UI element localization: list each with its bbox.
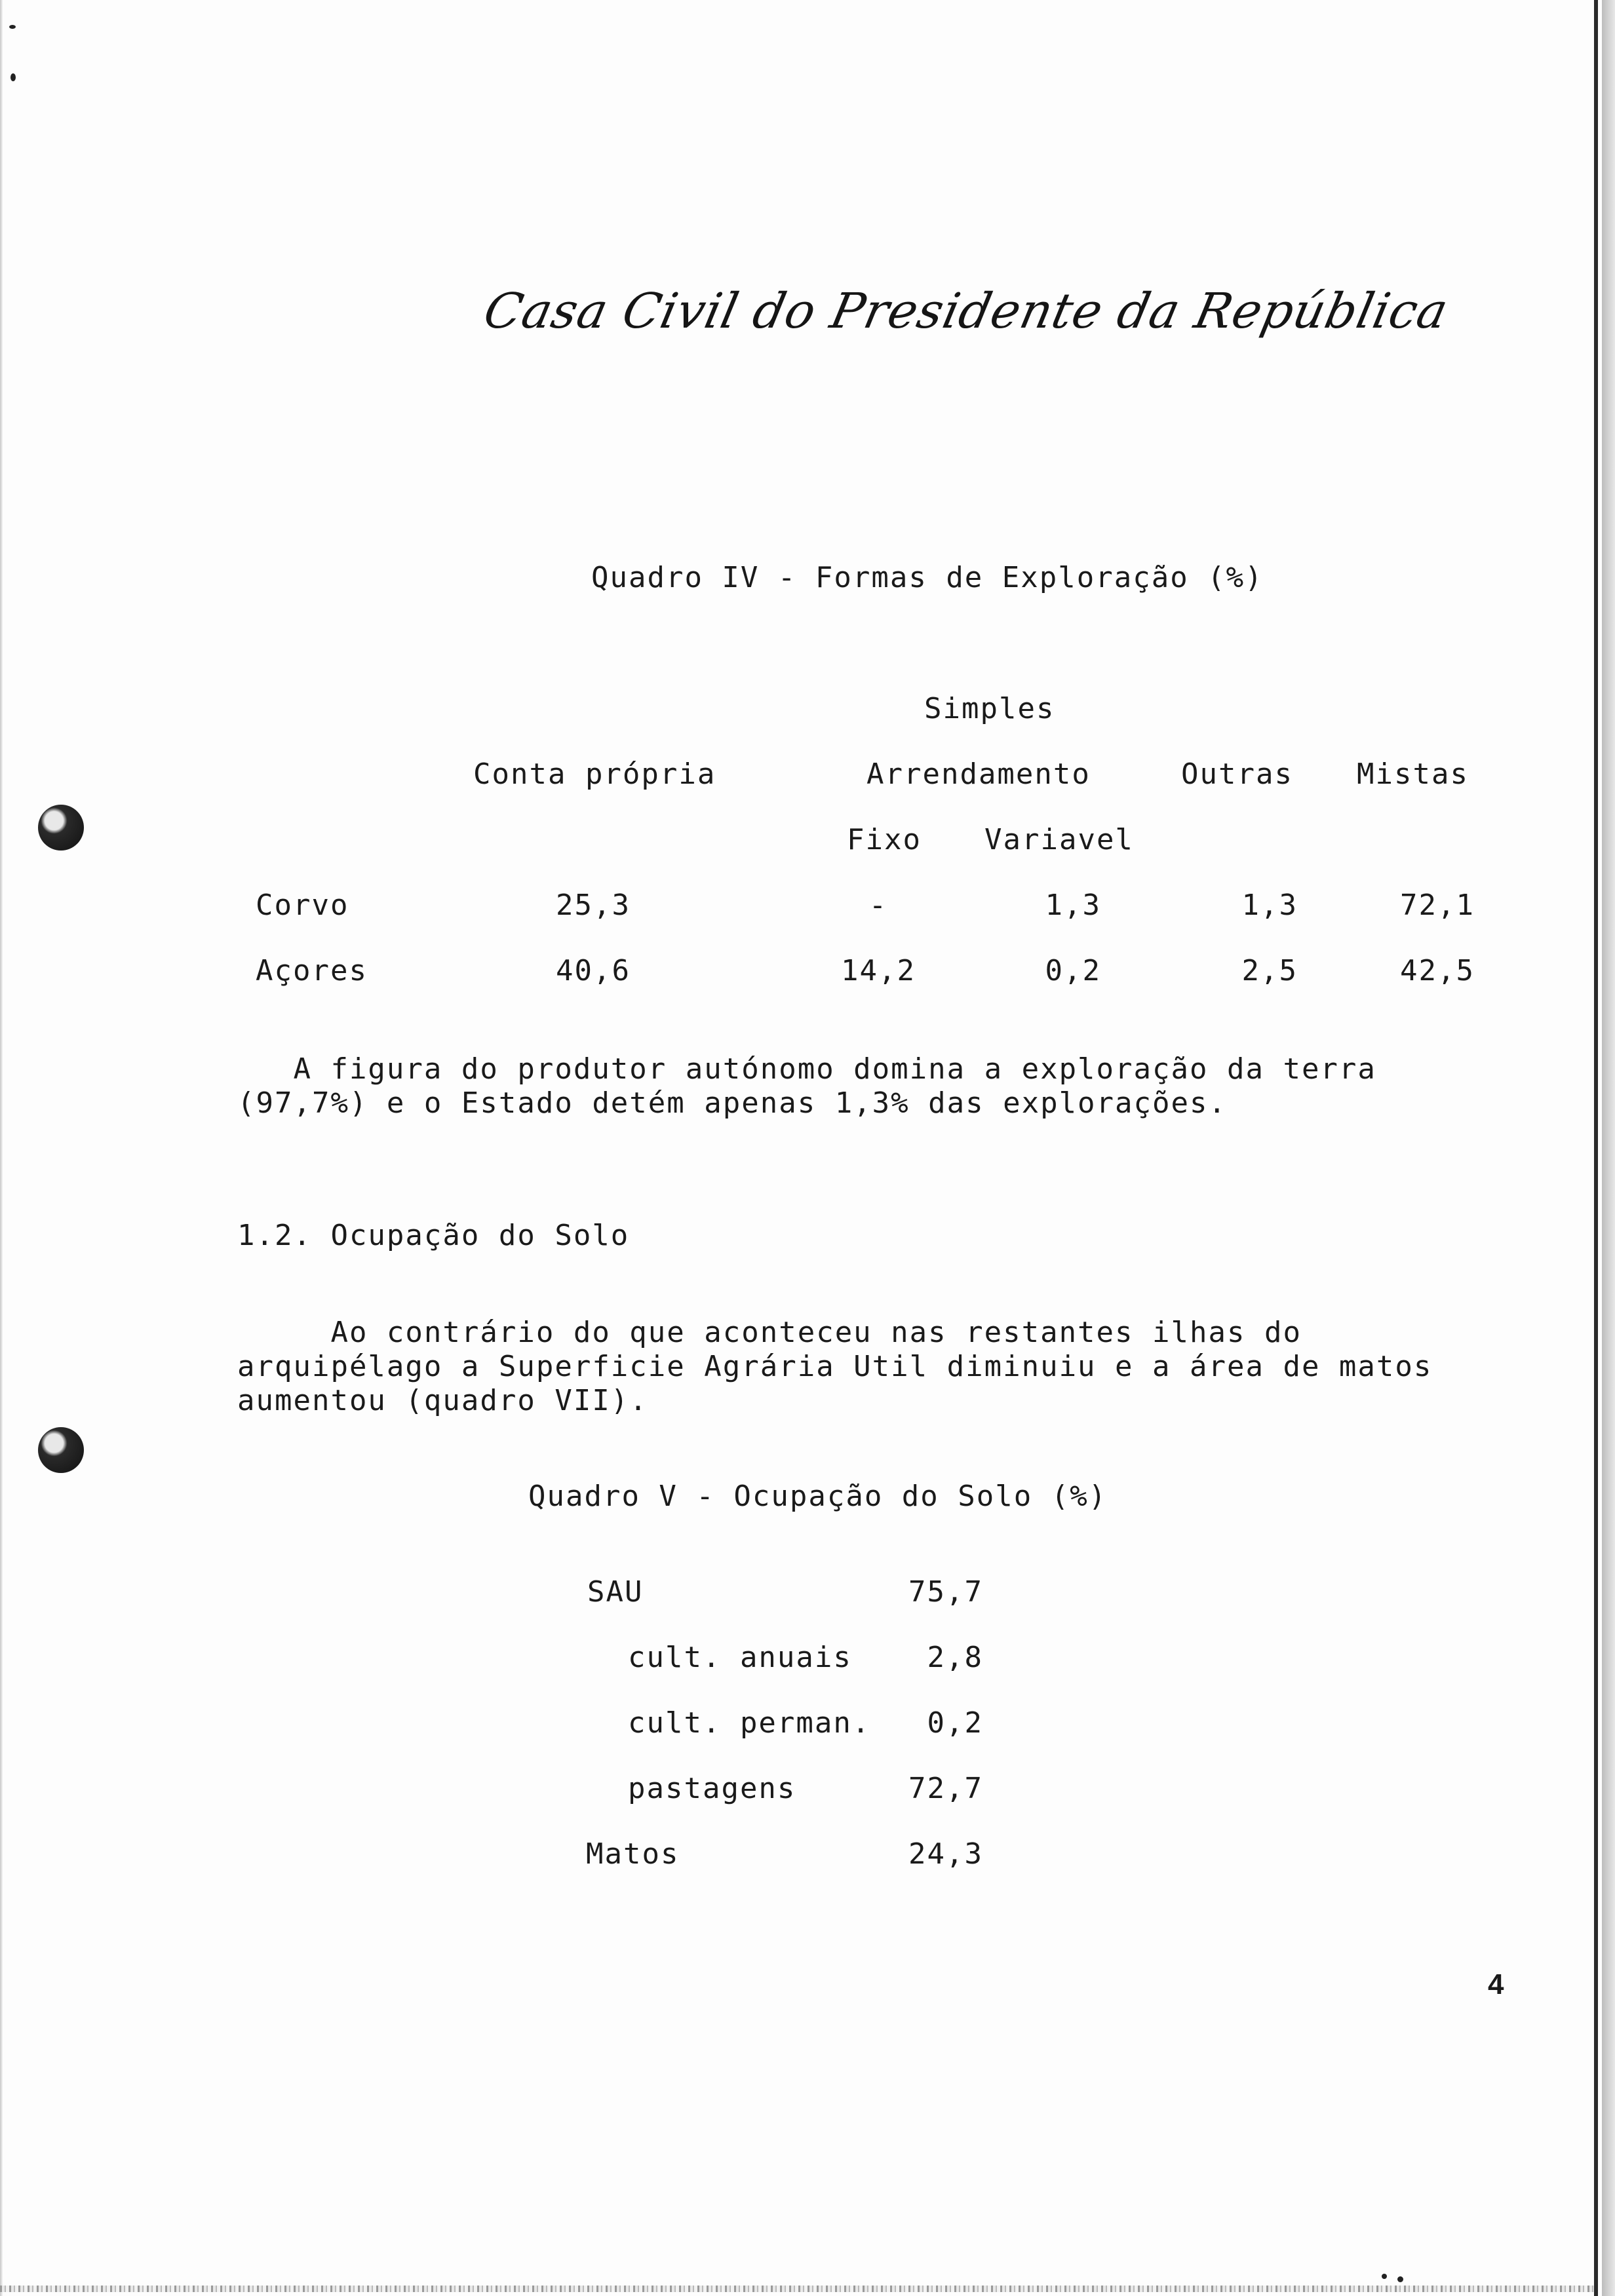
quadro-v-value-cult-perman: 0,2	[927, 1706, 983, 1740]
quadro-v-value-sau: 75,7	[908, 1575, 983, 1609]
column-header-outras: Outras	[1181, 757, 1293, 791]
quadro-iv-title: Quadro IV - Formas de Exploração (%)	[591, 561, 1264, 594]
scan-left-edge	[0, 0, 3, 2296]
paragraph-2-line-2: arquipélago a Superficie Agrária Util diminuiu e a área de matos	[237, 1350, 1433, 1383]
cell-acores-fixo: 14,2	[841, 954, 916, 987]
cell-corvo-fixo: -	[868, 889, 888, 922]
column-header-arrendamento: Arrendamento	[866, 757, 1091, 791]
quadro-iv-group-header: Simples	[924, 692, 1055, 725]
punch-hole-icon	[38, 805, 84, 851]
cell-corvo-mistas: 72,1	[1400, 889, 1475, 922]
paragraph-2-line-3: aumentou (quadro VII).	[237, 1384, 648, 1417]
cell-corvo-variavel: 1,3	[1045, 889, 1101, 922]
page-number: 4	[1488, 1968, 1504, 2000]
scan-mark	[9, 25, 16, 29]
paragraph-2-line-1: Ao contrário do que aconteceu nas restantes ilhas do	[237, 1316, 1302, 1349]
quadro-v-label-cult-perman: cult. perman.	[628, 1706, 871, 1740]
quadro-v-label-pastagens: pastagens	[628, 1772, 796, 1805]
section-heading: 1.2. Ocupação do Solo	[237, 1219, 630, 1252]
scan-right-margin	[1602, 0, 1615, 2296]
scan-mark	[10, 73, 16, 81]
quadro-v-label-cult-anuais: cult. anuais	[628, 1641, 852, 1674]
paragraph-1-line-1: A figura do produtor autónomo domina a exploração da terra	[237, 1052, 1376, 1086]
punch-hole-icon	[38, 1427, 84, 1473]
cell-corvo-outras: 1,3	[1241, 889, 1298, 922]
column-header-variavel: Variavel	[984, 823, 1134, 856]
quadro-v-value-pastagens: 72,7	[908, 1772, 983, 1805]
quadro-v-label-sau: SAU	[587, 1575, 644, 1609]
quadro-v-label-matos: Matos	[586, 1837, 680, 1871]
column-header-fixo: Fixo	[847, 823, 922, 856]
column-header-conta-propria: Conta própria	[473, 757, 716, 791]
cell-acores-mistas: 42,5	[1400, 954, 1475, 987]
scan-mark	[1397, 2276, 1403, 2282]
row-label-corvo: Corvo	[256, 889, 349, 922]
scan-bottom-edge	[0, 2286, 1594, 2292]
quadro-v-title: Quadro V - Ocupação do Solo (%)	[528, 1480, 1108, 1513]
column-header-mistas: Mistas	[1357, 757, 1469, 791]
cell-acores-conta-propria: 40,6	[556, 954, 631, 987]
quadro-v-value-matos: 24,3	[908, 1837, 983, 1871]
cell-corvo-conta-propria: 25,3	[556, 889, 631, 922]
row-label-acores: Açores	[256, 954, 368, 987]
scan-right-border	[1594, 0, 1598, 2296]
quadro-v-value-cult-anuais: 2,8	[927, 1641, 983, 1674]
cell-acores-variavel: 0,2	[1045, 954, 1101, 987]
scan-mark	[1382, 2274, 1387, 2279]
paragraph-1-line-2: (97,7%) e o Estado detém apenas 1,3% das explorações.	[237, 1086, 1227, 1120]
cell-acores-outras: 2,5	[1241, 954, 1298, 987]
letterhead: Casa Civil do Presidente da República	[478, 283, 1454, 339]
